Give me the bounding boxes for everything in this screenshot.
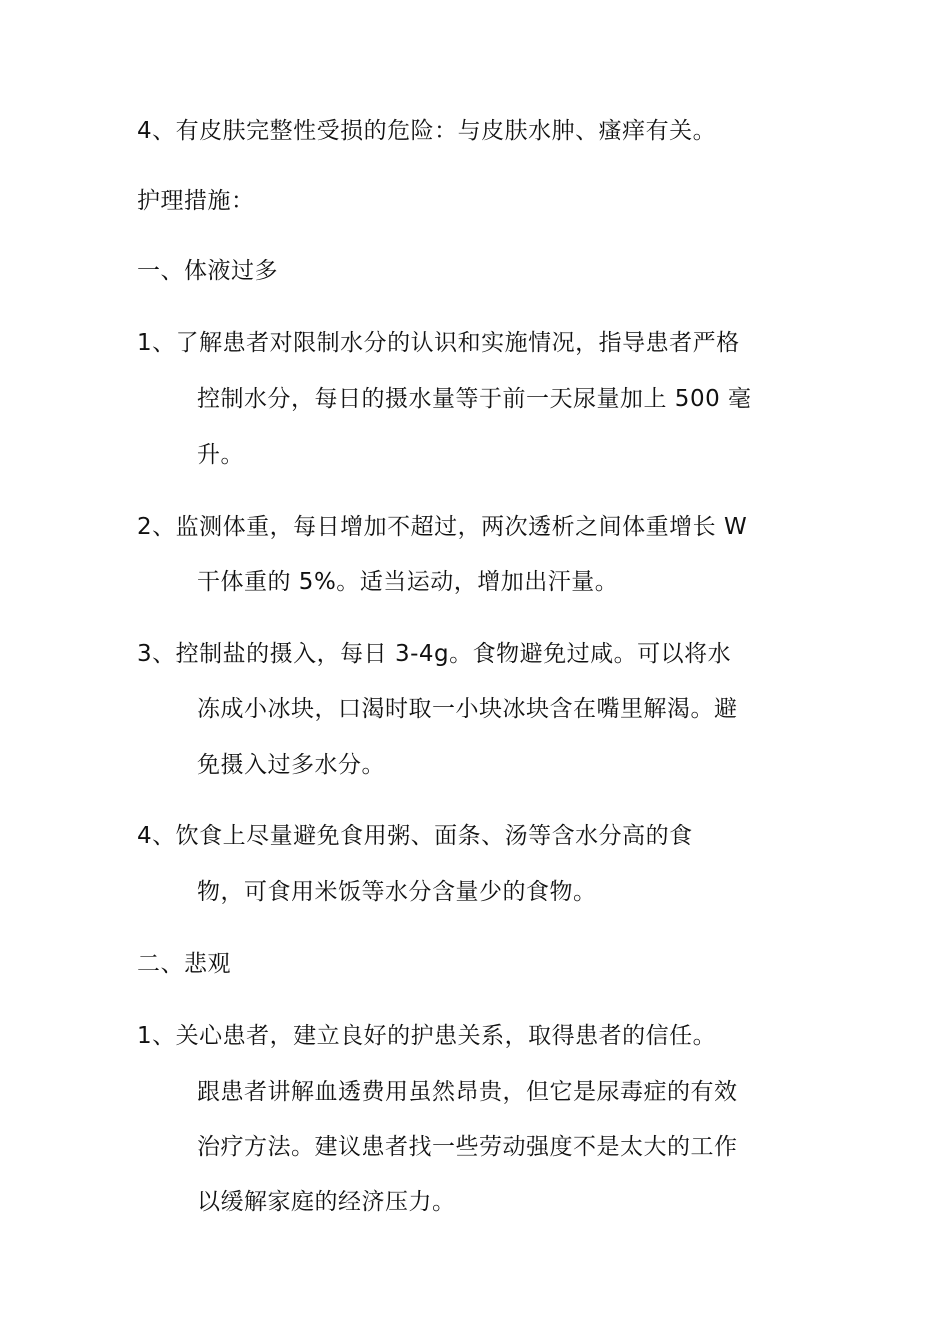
measure-3-line-1: 3、控制盐的摄入，每日 3-4g。食物避免过咸。可以将水	[137, 641, 732, 667]
measure-4-line-2: 物，可食用米饭等水分含量少的食物。	[197, 879, 597, 905]
risk-item-4: 4、有皮肤完整性受损的危险：与皮肤水肿、瘙痒有关。	[137, 118, 717, 144]
pessimism-measure-1-line-3: 治疗方法。建议患者找一些劳动强度不是太大的工作	[197, 1134, 738, 1160]
measure-1-line-1: 1、了解患者对限制水分的认识和实施情况，指导患者严格	[137, 330, 740, 356]
measure-2-line-2: 干体重的 5%。适当运动，增加出汗量。	[197, 569, 619, 595]
measure-2-line-1: 2、监测体重，每日增加不超过，两次透析之间体重增长 W	[137, 514, 748, 540]
pessimism-measure-1-line-4: 以缓解家庭的经济压力。	[197, 1189, 456, 1215]
measure-1-line-2: 控制水分，每日的摄水量等于前一天尿量加上 500 毫	[197, 386, 752, 412]
section-heading-nursing-measures: 护理措施：	[137, 188, 255, 214]
pessimism-measure-1-line-1: 1、关心患者，建立良好的护患关系，取得患者的信任。	[137, 1023, 717, 1049]
subsection-heading-pessimism: 二、悲观	[137, 951, 231, 977]
measure-3-line-2: 冻成小冰块，口渴时取一小块冰块含在嘴里解渴。避	[197, 696, 738, 722]
measure-3-line-3: 免摄入过多水分。	[197, 752, 385, 778]
subsection-heading-fluid-excess: 一、体液过多	[137, 258, 278, 284]
measure-4-line-1: 4、饮食上尽量避免食用粥、面条、汤等含水分高的食	[137, 823, 693, 849]
measure-1-line-3: 升。	[197, 442, 244, 468]
pessimism-measure-1-line-2: 跟患者讲解血透费用虽然昂贵，但它是尿毒症的有效	[197, 1079, 738, 1105]
